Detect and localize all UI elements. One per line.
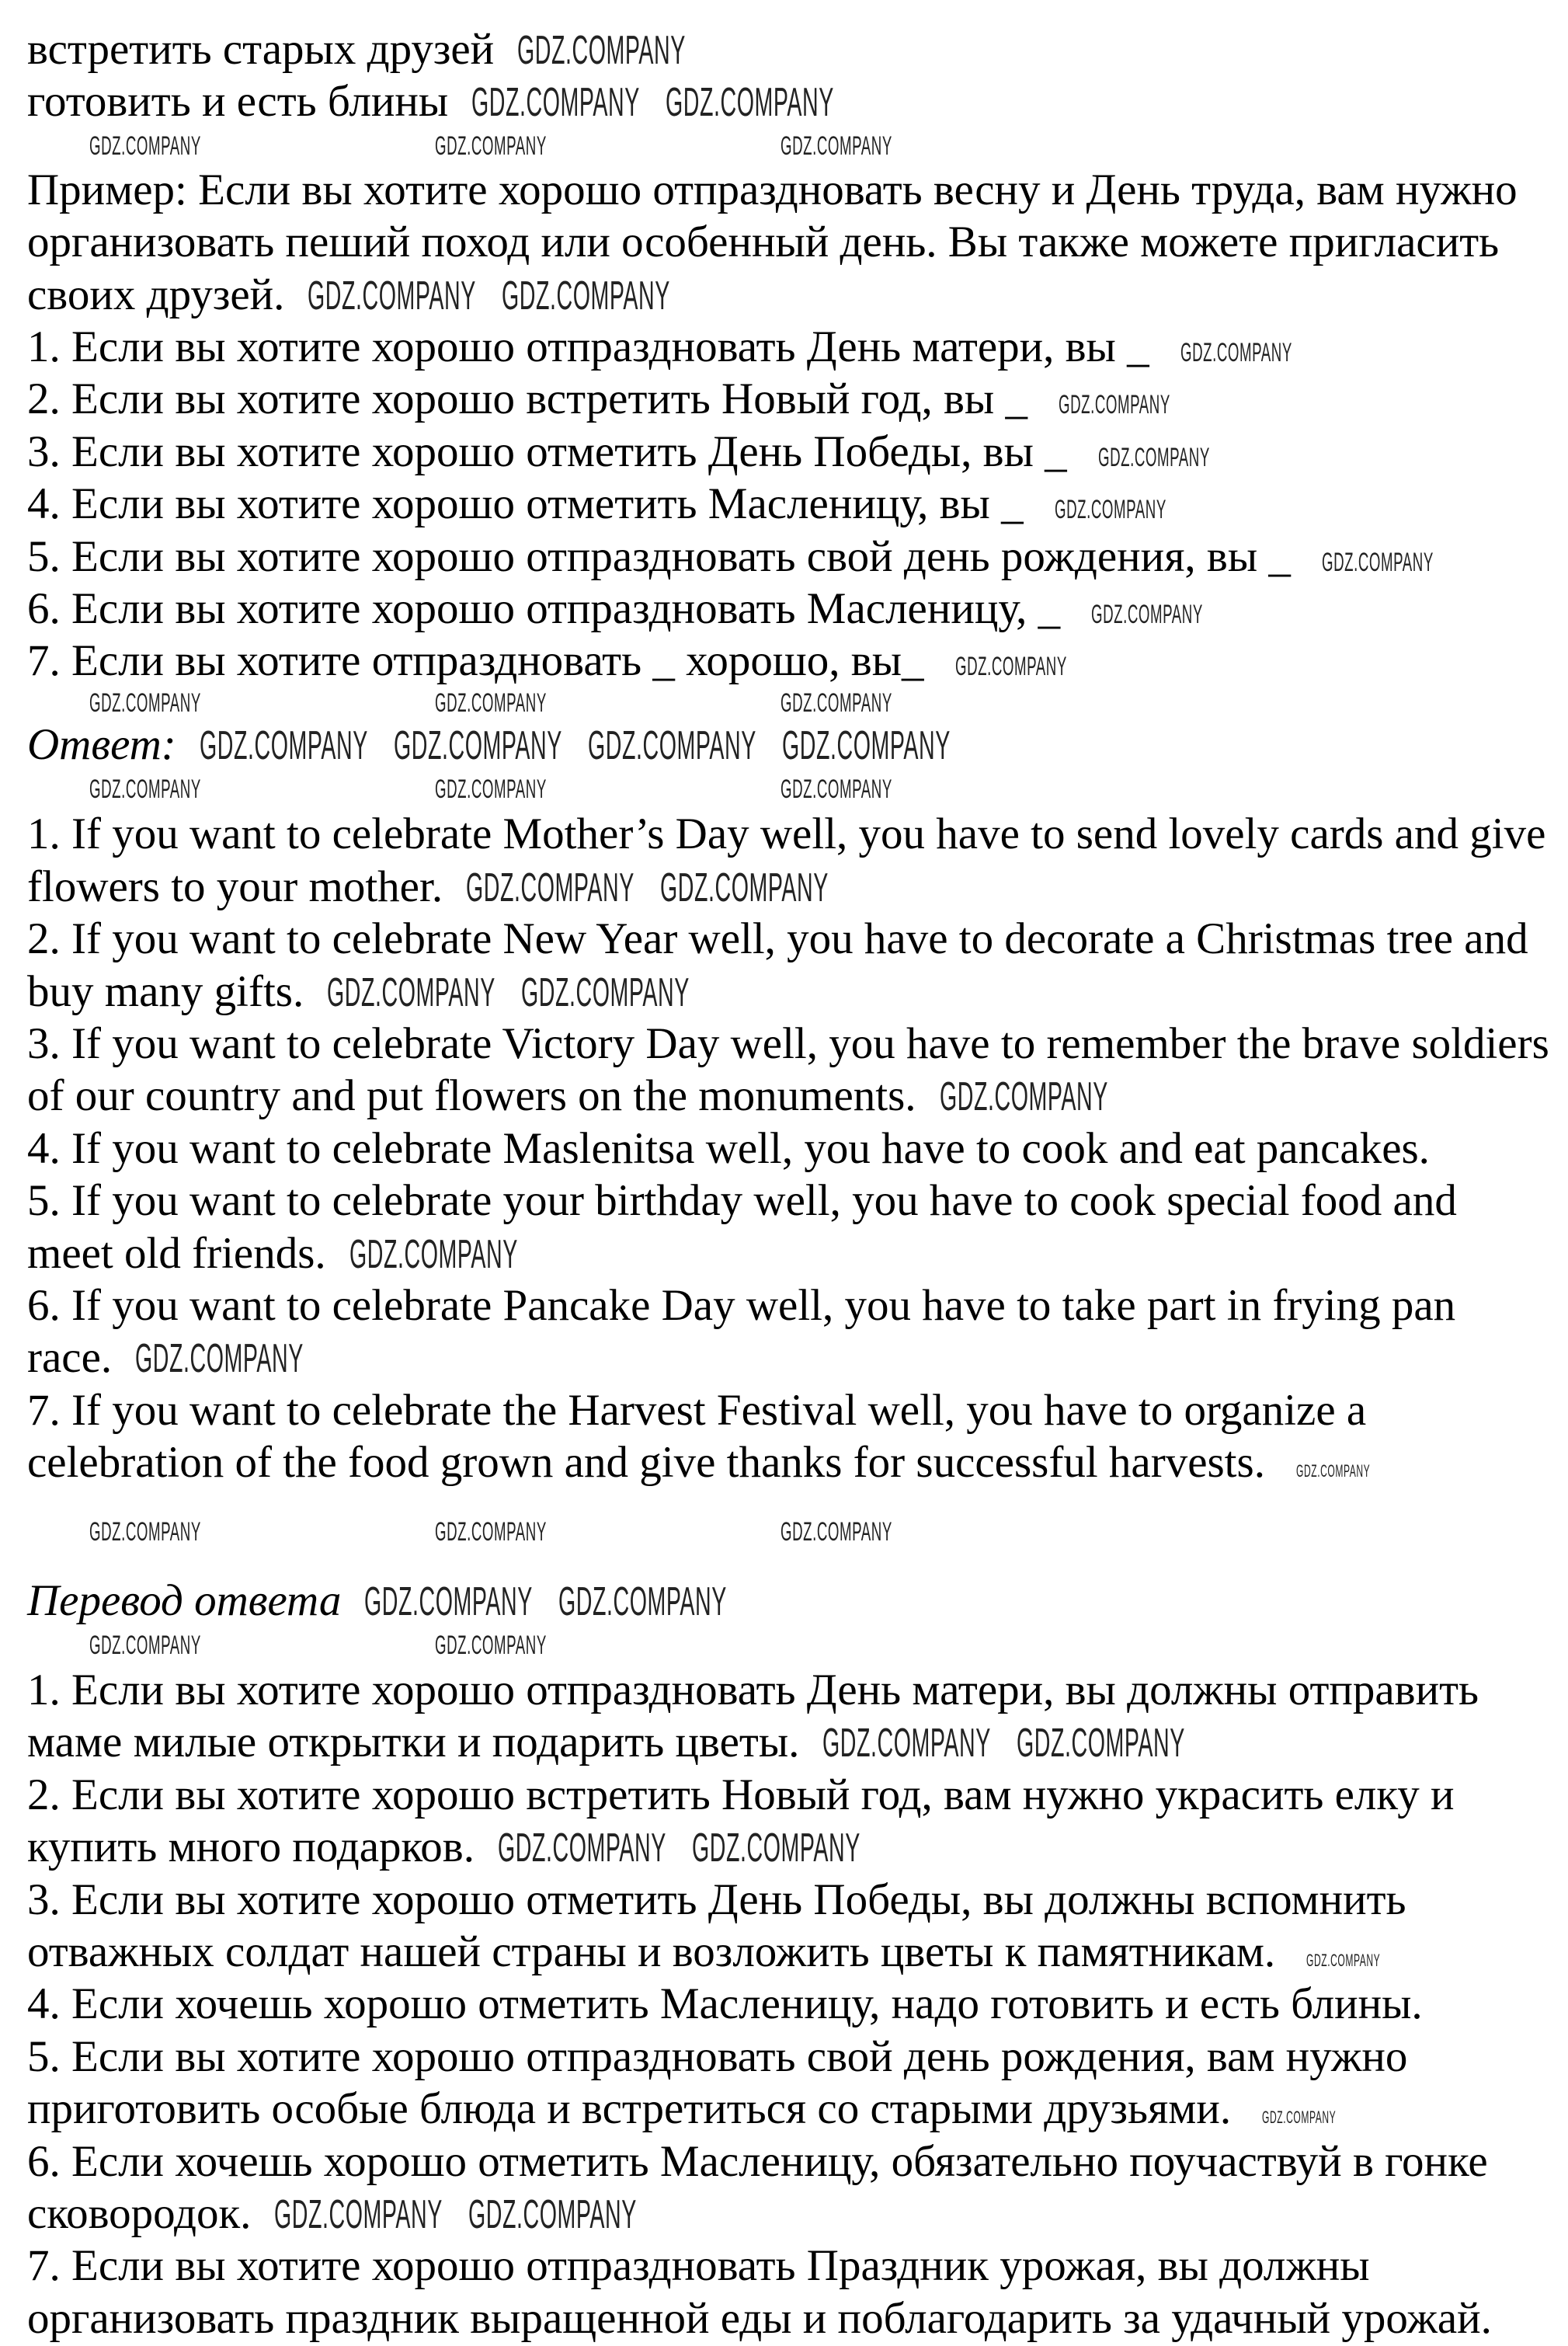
watermark: GDZ.COMPANY — [1097, 442, 1210, 472]
watermark: GDZ.COMPANY — [349, 1231, 518, 1277]
watermark: GDZ.COMPANY — [1017, 1721, 1186, 1766]
task-text: 3. Если вы хотите хорошо отметить День Победы, вы _ — [27, 426, 1067, 476]
watermark: GDZ.COMPANY — [135, 1336, 304, 1382]
watermark: GDZ.COMPANY — [364, 1579, 534, 1624]
task-item — [27, 321, 1549, 373]
intro-line-text: встретить старых друзей — [27, 25, 495, 74]
answer-item — [27, 1384, 1549, 1489]
answer-item — [27, 913, 1549, 1018]
watermark: GDZ.COMPANY — [89, 687, 201, 718]
watermark: GDZ.COMPANY — [1295, 1461, 1371, 1481]
task-item — [27, 478, 1549, 530]
watermark: GDZ.COMPANY — [781, 687, 892, 718]
watermark: GDZ.COMPANY — [435, 687, 547, 718]
watermark: GDZ.COMPANY — [517, 28, 687, 73]
answer-text: 4. If you want to celebrate Maslenitsa well, you have to cook and eat pancakes. — [27, 1123, 1430, 1173]
watermark: GDZ.COMPANY — [468, 2192, 638, 2238]
watermark-row — [27, 1489, 1549, 1575]
watermark: GDZ.COMPANY — [587, 722, 756, 768]
task-item — [27, 635, 1549, 687]
answer-text: 5. If you want to celebrate your birthday well, you have to cook special food and meet old friends. — [27, 1176, 1457, 1278]
answer-text: 7. If you want to celebrate the Harvest Festival well, you have to organize a celebration of the food grown and give thanks for successful harvests. — [27, 1385, 1367, 1488]
task-text: 2. Если вы хотите хорошо встретить Новый год, вы _ — [27, 374, 1027, 424]
answer-item — [27, 1279, 1549, 1384]
watermark: GDZ.COMPANY — [199, 722, 368, 768]
watermark: GDZ.COMPANY — [660, 865, 829, 910]
translation-item — [27, 2135, 1549, 2240]
answer-item — [27, 1018, 1549, 1123]
translation-text: 4. Если хочешь хорошо отметить Масленицу, надо готовить и есть блины. — [27, 1979, 1423, 2029]
answer-item — [27, 1123, 1549, 1175]
watermark: GDZ.COMPANY — [1262, 2108, 1337, 2128]
watermark: GDZ.COMPANY — [521, 969, 690, 1015]
answer-text: 6. If you want to celebrate Pancake Day well, you have to take part in frying pan race. — [27, 1280, 1456, 1383]
example-paragraph — [27, 164, 1549, 321]
watermark: GDZ.COMPANY — [435, 1516, 547, 1547]
watermark-row — [27, 128, 1549, 164]
watermark: GDZ.COMPANY — [89, 1516, 201, 1547]
answer-text: 2. If you want to celebrate New Year well, you have to decorate a Christmas tree and buy many gifts. — [27, 914, 1528, 1016]
watermark: GDZ.COMPANY — [1180, 338, 1292, 368]
task-text: 5. Если вы хотите хорошо отпраздновать свой день рождения, вы _ — [27, 531, 1291, 581]
translation-item — [27, 1874, 1549, 1979]
watermark: GDZ.COMPANY — [954, 652, 1067, 682]
watermark: GDZ.COMPANY — [89, 774, 201, 805]
watermark: GDZ.COMPANY — [1058, 390, 1170, 420]
watermark: GDZ.COMPANY — [435, 1630, 547, 1660]
watermark: GDZ.COMPANY — [691, 1826, 860, 1871]
translation-text: 7. Если вы хотите хорошо отпраздновать Праздник урожая, вы должны организовать праздник выращенной еды и поблагодарить за удачный урожай. — [27, 2241, 1492, 2343]
watermark: GDZ.COMPANY — [781, 131, 892, 161]
task-item — [27, 373, 1549, 425]
watermark: GDZ.COMPANY — [274, 2192, 443, 2238]
task-text: 6. Если вы хотите хорошо отпраздновать Масленицу, _ — [27, 584, 1061, 634]
translation-heading-text: Перевод ответа — [27, 1575, 342, 1625]
task-text: 4. Если вы хотите хорошо отметить Масленицу, вы _ — [27, 479, 1024, 529]
answer-heading — [27, 719, 1549, 771]
watermark: GDZ.COMPANY — [471, 80, 641, 126]
watermark: GDZ.COMPANY — [466, 865, 635, 910]
watermark: GDZ.COMPANY — [308, 273, 477, 318]
watermark: GDZ.COMPANY — [781, 774, 892, 805]
watermark: GDZ.COMPANY — [1321, 547, 1434, 577]
translation-text: 1. Если вы хотите хорошо отпраздновать День матери, вы должны отправить маме милые открытки и подарить цветы. — [27, 1665, 1479, 1767]
answer-text: 3. If you want to celebrate Victory Day well, you have to remember the brave soldiers of our country and put flowers on the monuments. — [27, 1018, 1549, 1121]
watermark: GDZ.COMPANY — [939, 1074, 1108, 1120]
task-item — [27, 426, 1549, 478]
translation-item — [27, 1978, 1549, 2030]
answer-item — [27, 1175, 1549, 1279]
translation-text: 2. Если вы хотите хорошо встретить Новый год, вам нужно украсить елку и купить много подарков. — [27, 1770, 1455, 1872]
answer-text: 1. If you want to celebrate Mother’s Day well, you have to send lovely cards and give flowers to your mother. — [27, 809, 1546, 911]
watermark: GDZ.COMPANY — [497, 1826, 666, 1871]
document-body — [27, 23, 1549, 2344]
watermark: GDZ.COMPANY — [327, 969, 496, 1015]
watermark: GDZ.COMPANY — [435, 774, 547, 805]
translation-text: 5. Если вы хотите хорошо отпраздновать свой день рождения, вам нужно приготовить особые блюда и встретиться со старыми друзьями. — [27, 2031, 1408, 2134]
watermark-row — [27, 1627, 1549, 1664]
task-text: 7. Если вы хотите отпраздновать _ хорошо, вы_ — [27, 636, 924, 686]
translation-item — [27, 1664, 1549, 1769]
intro-line — [27, 75, 1549, 127]
watermark: GDZ.COMPANY — [1306, 1951, 1381, 1970]
translation-item — [27, 2240, 1549, 2344]
translation-heading — [27, 1575, 1549, 1627]
intro-line — [27, 23, 1549, 75]
watermark: GDZ.COMPANY — [781, 722, 951, 768]
watermark: GDZ.COMPANY — [435, 131, 547, 161]
answer-item — [27, 808, 1549, 913]
watermark: GDZ.COMPANY — [666, 80, 835, 126]
watermark-row — [27, 687, 1549, 719]
task-item — [27, 531, 1549, 583]
intro-line-text: готовить и есть блины — [27, 77, 449, 127]
watermark: GDZ.COMPANY — [89, 131, 201, 161]
translation-item — [27, 1769, 1549, 1874]
watermark: GDZ.COMPANY — [558, 1579, 728, 1624]
watermark: GDZ.COMPANY — [1091, 600, 1204, 630]
watermark: GDZ.COMPANY — [822, 1721, 992, 1766]
watermark: GDZ.COMPANY — [1054, 495, 1166, 525]
task-text: 1. Если вы хотите хорошо отпраздновать День матери, вы _ — [27, 322, 1149, 372]
watermark: GDZ.COMPANY — [393, 722, 562, 768]
watermark: GDZ.COMPANY — [781, 1516, 892, 1547]
example-text: Пример: Если вы хотите хорошо отпраздновать весну и День труда, вам нужно организовать пеший поход или особенный день. Вы также можете пригласить своих друзей. — [27, 165, 1518, 319]
translation-text: 3. Если вы хотите хорошо отметить День Победы, вы должны вспомнить отважных солдат нашей страны и возложить цветы к памятникам. — [27, 1874, 1406, 1976]
watermark: GDZ.COMPANY — [89, 1630, 201, 1660]
task-item — [27, 583, 1549, 635]
watermark: GDZ.COMPANY — [502, 273, 671, 318]
translation-item — [27, 2031, 1549, 2135]
answer-heading-text: Ответ: — [27, 719, 176, 769]
watermark-row — [27, 771, 1549, 808]
translation-text: 6. Если хочешь хорошо отметить Масленицу, обязательно поучаствуй в гонке сковородок. — [27, 2136, 1488, 2239]
